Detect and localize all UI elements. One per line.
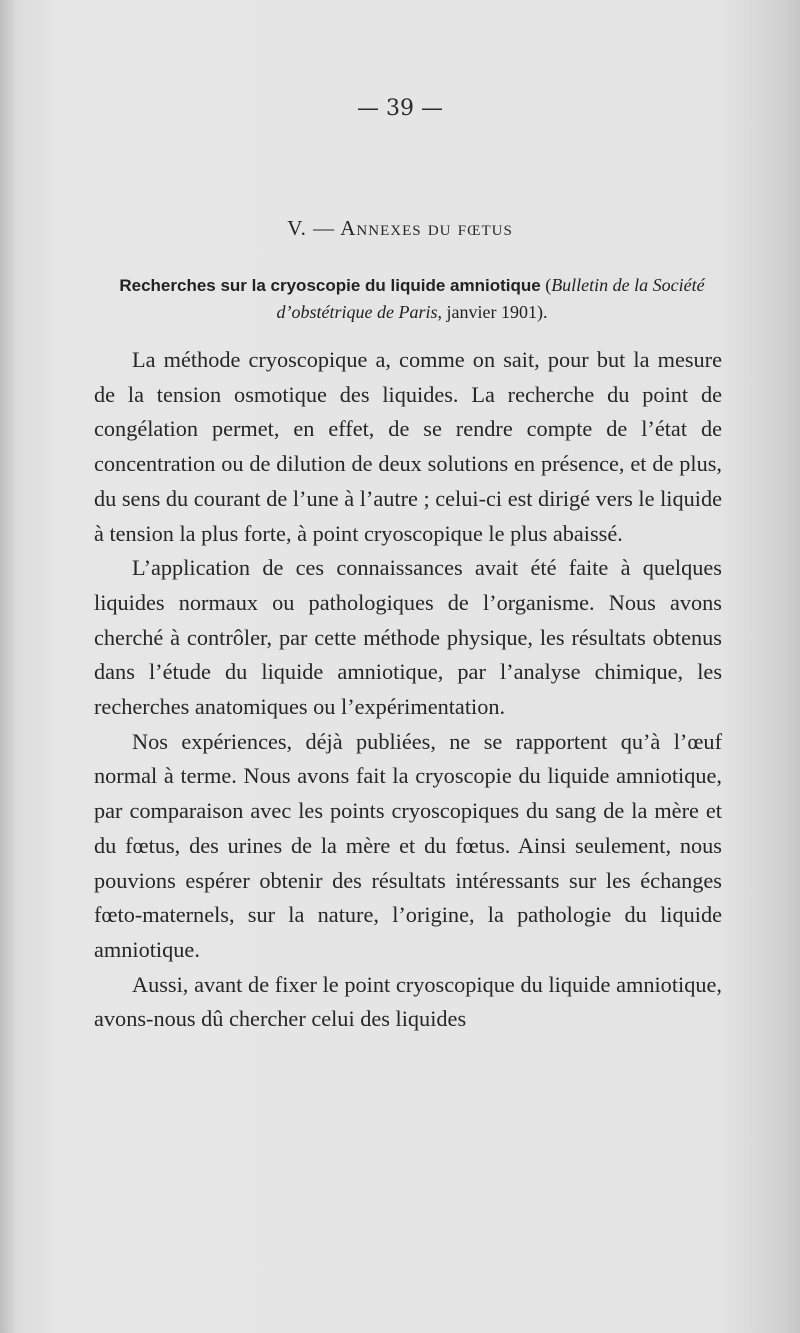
paragraph: Nos expériences, déjà publiées, ne se rapportent qu’à l’œuf normal à terme. Nous avons fait la cryoscopie du liquide amniotique, par comparaison avec les points cryoscopiques du sang de la mère et du fœtus, des urines de la mère et du fœtus. Ainsi seulement, nous pouvions espérer obtenir des résultats intéressants sur les échanges fœto-maternels, sur la nature, l’origine, la pathologie du liquide amniotique. <box>94 728 722 962</box>
section-heading: V. — Annexes du fœtus <box>287 216 513 240</box>
reference-title: Recherches sur la cryoscopie du liquide amniotique <box>119 276 541 295</box>
paragraph: La méthode cryoscopique a, comme on sait, pour but la mesure de la tension osmotique des liquides. La recherche du point de congélation permet, en effet, de se rendre compte de l’état de concentration ou de dilution de deux solutions en présence, et de plus, du sens du courant de l’une à l’autre ; celui-ci est dirigé vers le liquide à tension la plus forte, à point cryoscopique le plus abaissé. <box>94 347 722 546</box>
paragraph: Aussi, avant de fixer le point cryoscopique du liquide amniotique, avons-nous dû chercher celui des liquides <box>94 971 722 1032</box>
paragraph: L’application de ces connaissances avait été faite à quelques liquides normaux ou pathologiques de l’organisme. Nous avons cherché à contrôler, par cette méthode physique, les résultats obtenus dans l’étude du liquide amniotique, par l’analyse chimique, les recherches anatomiques ou l’expérimentation. <box>94 555 722 720</box>
reference-source: Bulletin de la Société d’obstétrique de Paris <box>276 275 705 322</box>
bibliographic-reference <box>98 272 726 326</box>
reference-date: , janvier 1901). <box>437 302 548 322</box>
body-text <box>94 343 722 1037</box>
reference-open-paren: ( <box>540 275 552 295</box>
page-number: — 39 — <box>357 96 443 121</box>
